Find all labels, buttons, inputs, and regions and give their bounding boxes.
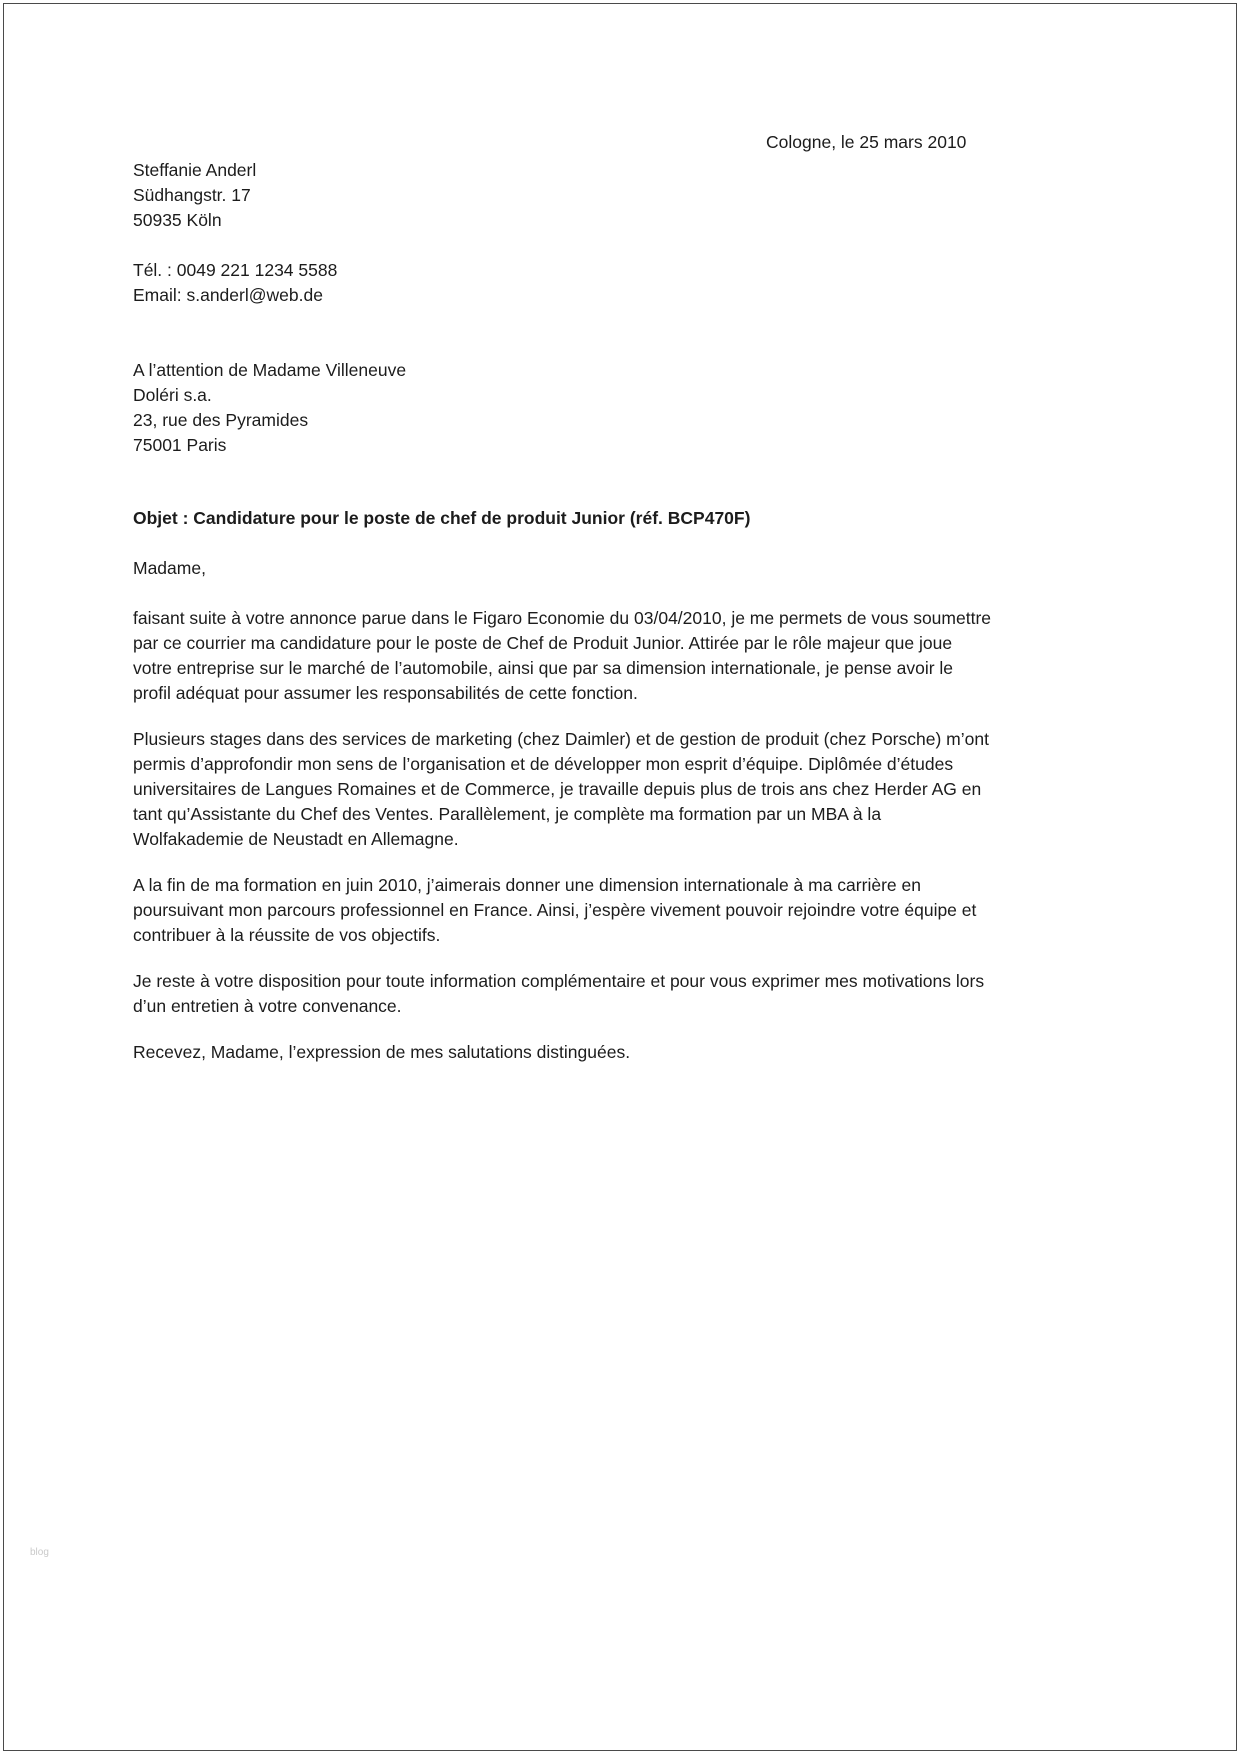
spacer [133, 233, 1110, 258]
paragraph-2: Plusieurs stages dans des services de marketing (chez Daimler) et de gestion de produit (chez Porsche) m’ont permis d’approfondir mon sens de l’organisation et de développer mon esprit d’équipe. Diplômée d’études universitaires de Langues Romaines et de Commerce, je travaille depuis plus de trois ans chez Herder AG en tant qu’Assistante du Chef des Ventes. Parallèlement, je complète ma formation par un MBA à la Wolfakademie de Neustadt en Allemagne. [133, 729, 989, 849]
recipient-city: 75001 Paris [133, 435, 227, 455]
recipient-street: 23, rue des Pyramides [133, 410, 309, 430]
letter-content [133, 130, 1110, 1065]
sender-phone: Tél. : 0049 221 1234 5588 [133, 260, 338, 280]
sender-name: Steffanie Anderl [133, 160, 257, 180]
subject-line: Objet : Candidature pour le poste de chef de produit Junior (réf. BCP470F) [133, 508, 751, 528]
sender-city: 50935 Köln [133, 210, 222, 230]
paragraph-3: A la fin de ma formation en juin 2010, j’aimerais donner une dimension internationale à ma carrière en poursuivant mon parcours professionnel en France. Ainsi, j’espère vivement pouvoir rejoindre votre équipe et contribuer à la réussite de vos objectifs. [133, 875, 977, 945]
recipient-block [133, 358, 1110, 458]
spacer [133, 308, 1110, 358]
sender-email: Email: s.anderl@web.de [133, 285, 323, 305]
paragraph-4: Je reste à votre disposition pour toute information complémentaire et pour vous exprimer mes motivations lors d’un entretien à votre convenance. [133, 971, 985, 1016]
watermark-text: blog [30, 1547, 49, 1558]
salutation: Madame, [133, 558, 206, 578]
recipient-company: Doléri s.a. [133, 385, 212, 405]
sender-block [133, 158, 1110, 308]
paragraph-1: faisant suite à votre annonce parue dans le Figaro Economie du 03/04/2010, je me permets de vous soumettre par ce courrier ma candidature pour le poste de Chef de Produit Junior. Attirée par le rôle majeur que joue votre entreprise sur le marché de l’automobile, ainsi que par sa dimension internationale, je pense avoir le profil adéquat pour assumer les responsabilités de cette fonction. [133, 608, 992, 703]
recipient-attention: A l’attention de Madame Villeneuve [133, 360, 407, 380]
date-line: Cologne, le 25 mars 2010 [766, 132, 967, 152]
sender-street: Südhangstr. 17 [133, 185, 251, 205]
closing-line: Recevez, Madame, l’expression de mes salutations distinguées. [133, 1042, 631, 1062]
